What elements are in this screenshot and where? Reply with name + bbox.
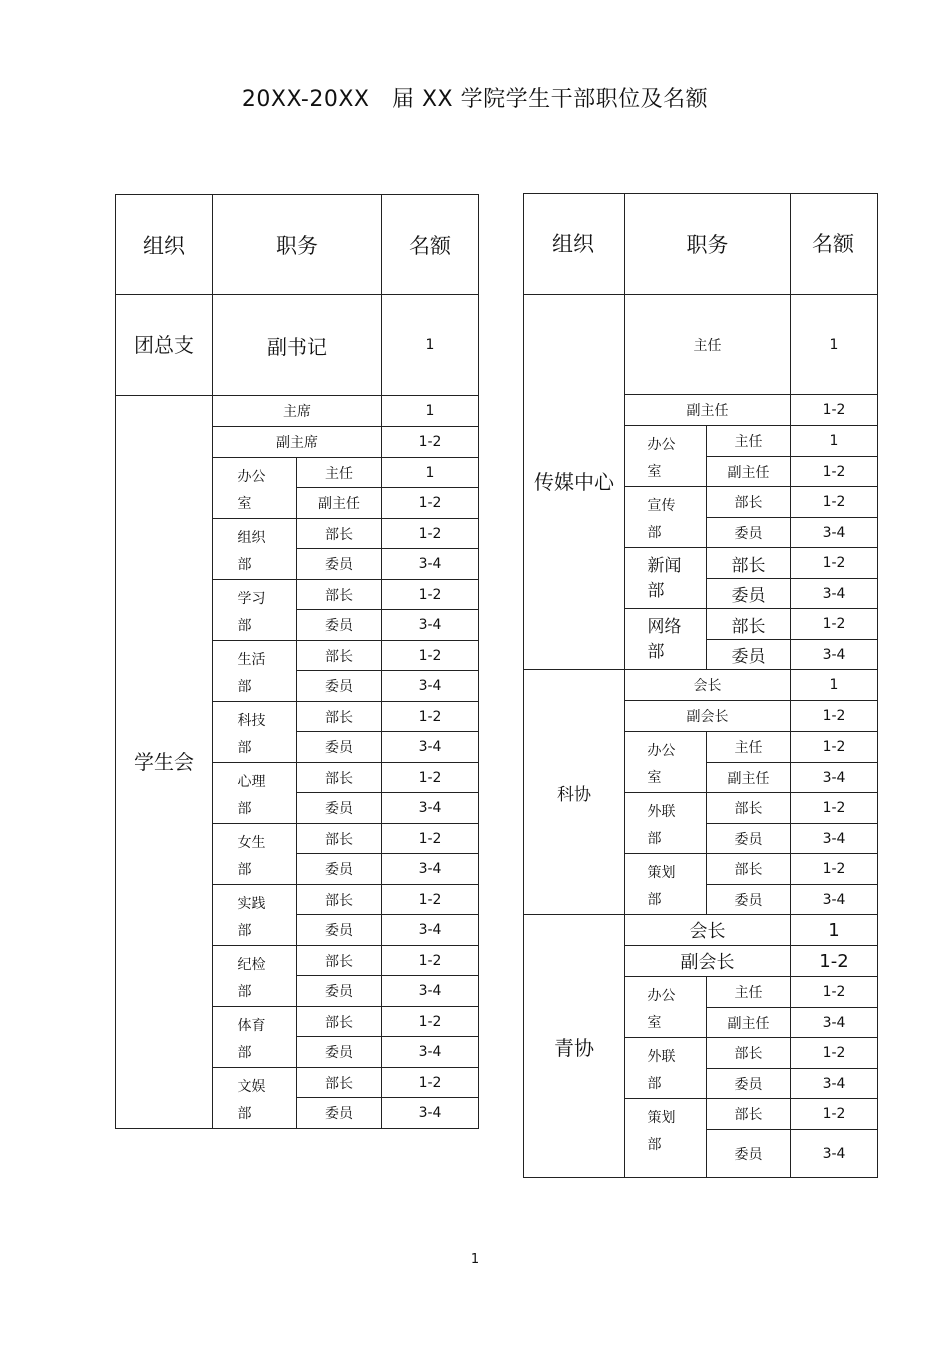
qingxie-president-row [524, 915, 878, 946]
qingxie-quota: 1-2 [791, 1038, 878, 1069]
xsh-dept-cell [213, 641, 297, 702]
xsh-quota: 3-4 [382, 793, 479, 824]
media-dept-cell [625, 548, 707, 609]
left-positions-table [115, 194, 479, 1129]
xsh-role: 委员 [297, 671, 382, 702]
kexie-quota: 3-4 [791, 763, 878, 793]
media-dept-name: 新闻部 [647, 556, 682, 601]
xsh-role: 部长 [297, 946, 382, 976]
media-vice-director-quota: 1-2 [791, 395, 878, 426]
kexie-quota: 1-2 [791, 732, 878, 763]
kexie-quota: 1-2 [791, 854, 878, 885]
xsh-quota: 1-2 [382, 946, 479, 976]
media-org-label: 传媒中心 [534, 470, 614, 494]
xsh-dept-name: 办公室 [237, 469, 266, 512]
xsh-dept-name: 组织部 [237, 530, 266, 573]
qingxie-president-quota: 1 [791, 915, 878, 946]
xsh-role: 主任 [297, 458, 382, 488]
xsh-role: 部长 [297, 1007, 382, 1037]
media-role: 委员 [707, 640, 791, 670]
kexie-role: 副主任 [707, 763, 791, 793]
xsh-dept-name: 体育部 [237, 1018, 266, 1061]
xsh-role: 委员 [297, 1037, 382, 1068]
kexie-dept-cell [625, 793, 707, 854]
xsh-role: 部长 [297, 763, 382, 793]
media-dept-cell [625, 426, 707, 487]
qingxie-role: 主任 [707, 977, 791, 1008]
kexie-president-row [524, 670, 878, 701]
xsh-role: 委员 [297, 915, 382, 946]
kexie-dept-name: 策划部 [647, 865, 676, 908]
page-number: 1 [470, 1252, 480, 1267]
tuanzongzhi-org-cell [116, 295, 213, 396]
media-dept-cell [625, 487, 707, 548]
xsh-chair-label: 主席 [213, 396, 382, 427]
xsh-role: 委员 [297, 854, 382, 885]
media-quota: 1-2 [791, 487, 878, 518]
media-dept-cell [625, 609, 707, 670]
xsh-vice-chair-label: 副主席 [213, 427, 382, 458]
media-role: 委员 [707, 518, 791, 548]
qingxie-quota: 1-2 [791, 977, 878, 1008]
media-dept-name: 办公室 [647, 437, 676, 480]
media-role: 部长 [707, 487, 791, 518]
right-header-row [524, 194, 878, 295]
kexie-role: 部长 [707, 854, 791, 885]
qingxie-president-label: 会长 [625, 915, 791, 946]
xsh-role: 委员 [297, 610, 382, 641]
xsh-role: 委员 [297, 793, 382, 824]
kexie-role: 委员 [707, 885, 791, 915]
xsh-dept-name: 学习部 [237, 591, 266, 634]
xsh-dept-cell [213, 519, 297, 580]
media-vice-director-label: 副主任 [625, 395, 791, 426]
xsh-dept-cell [213, 946, 297, 1007]
xueshenghui-org-label: 学生会 [134, 750, 194, 774]
xsh-dept-name: 心理部 [237, 774, 266, 817]
kexie-role: 委员 [707, 824, 791, 854]
kexie-quota: 3-4 [791, 824, 878, 854]
qingxie-dept-name: 外联部 [647, 1049, 676, 1092]
media-quota: 3-4 [791, 579, 878, 609]
xsh-quota: 3-4 [382, 915, 479, 946]
xsh-quota: 3-4 [382, 549, 479, 580]
left-header-position: 职务 [213, 195, 382, 295]
xsh-role: 部长 [297, 519, 382, 549]
qingxie-dept-name: 策划部 [647, 1110, 676, 1153]
kexie-dept-name: 外联部 [647, 804, 676, 847]
kexie-quota: 1-2 [791, 793, 878, 824]
xsh-dept-cell [213, 763, 297, 824]
xsh-role: 部长 [297, 580, 382, 610]
right-header-position: 职务 [625, 194, 791, 295]
qingxie-dept-cell [625, 1099, 707, 1178]
qingxie-quota: 3-4 [791, 1008, 878, 1038]
media-dept-name: 宣传部 [647, 498, 676, 541]
media-director-quota: 1 [791, 295, 878, 395]
kexie-president-quota: 1 [791, 670, 878, 701]
xsh-quota: 1-2 [382, 763, 479, 793]
media-org-cell [524, 295, 625, 670]
kexie-dept-cell [625, 854, 707, 915]
xsh-dept-cell [213, 885, 297, 946]
xsh-quota: 3-4 [382, 671, 479, 702]
media-director-row [524, 295, 878, 395]
media-quota: 1-2 [791, 457, 878, 487]
qingxie-role: 部长 [707, 1038, 791, 1069]
xsh-quota: 1-2 [382, 641, 479, 671]
tuanzongzhi-position: 副书记 [213, 295, 382, 396]
qingxie-role: 委员 [707, 1130, 791, 1178]
qingxie-vice-president-label: 副会长 [625, 946, 791, 977]
qingxie-dept-cell [625, 1038, 707, 1099]
xsh-quota: 3-4 [382, 1037, 479, 1068]
xsh-role: 委员 [297, 549, 382, 580]
left-header-row [116, 195, 479, 295]
media-quota: 3-4 [791, 640, 878, 670]
xsh-quota: 3-4 [382, 854, 479, 885]
right-header-org: 组织 [552, 232, 594, 256]
kexie-dept-cell [625, 732, 707, 793]
media-quota: 1-2 [791, 609, 878, 640]
xsh-role: 部长 [297, 885, 382, 915]
media-quota: 1 [791, 426, 878, 457]
xsh-vice-chair-quota: 1-2 [382, 427, 479, 458]
media-role: 委员 [707, 579, 791, 609]
xsh-dept-cell [213, 580, 297, 641]
xsh-dept-name: 生活部 [237, 652, 266, 695]
xsh-chair-quota: 1 [382, 396, 479, 427]
media-role: 部长 [707, 609, 791, 640]
kexie-president-label: 会长 [625, 670, 791, 701]
kexie-vice-president-quota: 1-2 [791, 701, 878, 732]
media-role: 副主任 [707, 457, 791, 487]
xsh-quota: 1-2 [382, 488, 479, 519]
xsh-quota: 3-4 [382, 976, 479, 1007]
xsh-dept-cell [213, 702, 297, 763]
xsh-dept-name: 科技部 [237, 713, 266, 756]
xsh-quota: 3-4 [382, 732, 479, 763]
tuanzongzhi-quota: 1 [382, 295, 479, 396]
left-header-org: 组织 [116, 195, 213, 295]
tuanzongzhi-row [116, 295, 479, 396]
xsh-dept-name: 纪检部 [237, 957, 266, 1000]
qingxie-quota: 3-4 [791, 1130, 878, 1178]
qingxie-dept-cell [625, 977, 707, 1038]
xsh-role: 部长 [297, 641, 382, 671]
xsh-quota: 3-4 [382, 610, 479, 641]
xsh-quota: 1-2 [382, 1068, 479, 1098]
qingxie-role: 委员 [707, 1069, 791, 1099]
media-quota: 1-2 [791, 548, 878, 579]
xsh-dept-cell [213, 1007, 297, 1068]
xsh-role: 部长 [297, 1068, 382, 1098]
xsh-quota: 1-2 [382, 519, 479, 549]
xsh-role: 委员 [297, 976, 382, 1007]
kexie-vice-president-label: 副会长 [625, 701, 791, 732]
media-dept-name: 网络部 [647, 617, 682, 662]
qingxie-role: 副主任 [707, 1008, 791, 1038]
kexie-role: 部长 [707, 793, 791, 824]
qingxie-vice-president-quota: 1-2 [791, 946, 878, 977]
media-role: 主任 [707, 426, 791, 457]
xsh-role: 委员 [297, 1098, 382, 1129]
xueshenghui-org-cell [116, 396, 213, 1129]
page-title: 20XX-20XX 届 XX 学院学生干部职位及名额 [241, 87, 709, 112]
xsh-quota: 1-2 [382, 702, 479, 732]
kexie-quota: 3-4 [791, 885, 878, 915]
xsh-role: 部长 [297, 824, 382, 854]
kexie-dept-name: 办公室 [647, 743, 676, 786]
xsh-dept-cell [213, 1068, 297, 1129]
xsh-role: 部长 [297, 702, 382, 732]
xsh-quota: 1-2 [382, 1007, 479, 1037]
right-header-quota-cell [791, 194, 878, 295]
right-positions-table [523, 193, 878, 1178]
kexie-org-label: 科协 [524, 670, 625, 915]
xsh-dept-name: 文娱部 [237, 1079, 266, 1122]
qingxie-role: 部长 [707, 1099, 791, 1130]
qingxie-org-label: 青协 [524, 915, 625, 1178]
right-header-quota: 名额 [812, 232, 854, 256]
left-header-quota: 名额 [382, 195, 479, 295]
xsh-quota: 1-2 [382, 580, 479, 610]
right-header-org-cell [524, 194, 625, 295]
media-role: 部长 [707, 548, 791, 579]
xsh-dept-name: 实践部 [237, 896, 266, 939]
xsh-quota: 1-2 [382, 885, 479, 915]
xsh-dept-name: 女生部 [237, 835, 266, 878]
xsh-dept-cell [213, 824, 297, 885]
xsh-role: 委员 [297, 732, 382, 763]
xsh-quota: 1-2 [382, 824, 479, 854]
qingxie-quota: 1-2 [791, 1099, 878, 1130]
xsh-quota: 1 [382, 458, 479, 488]
qingxie-quota: 3-4 [791, 1069, 878, 1099]
qingxie-dept-name: 办公室 [647, 988, 676, 1031]
xsh-chair-row [116, 396, 479, 427]
xsh-quota: 3-4 [382, 1098, 479, 1129]
tuanzongzhi-org-label: 团总支 [134, 333, 194, 357]
media-director-label: 主任 [625, 295, 791, 395]
kexie-role: 主任 [707, 732, 791, 763]
xsh-role: 副主任 [297, 488, 382, 519]
media-quota: 3-4 [791, 518, 878, 548]
xsh-dept-cell [213, 458, 297, 519]
